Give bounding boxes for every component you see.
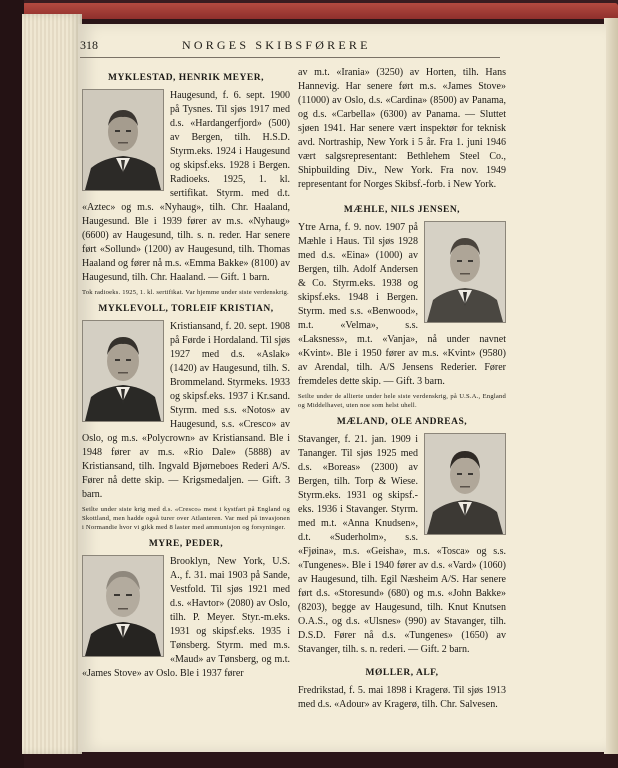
portrait-icon (425, 222, 505, 322)
portrait-photo (424, 221, 506, 323)
entry-bio: Fredrikstad, f. 5. mai 1898 i Kragerø. Til sjøs 1913 med d.s. «Adour» av Kragerø, tilh. Chr. Salvesen. (298, 685, 506, 710)
page-number: 318 (80, 38, 98, 52)
entry-myklevoll (82, 303, 290, 532)
book-cover-red-edge (22, 3, 618, 19)
entry-moller (298, 667, 506, 712)
entry-bio: av m.t. «Irania» (3250) av Horten, tilh. Hans Hannevig. Har senere ført m.s. «James Stove» (11000) av Oslo, d.s. «Cardina» (8500) av Panama, og d.s. «Carbella» (6300) av Panama. — Sluttet sjøen 1941. Har senere vært inspektør for teknisk avd. Nortraship, New York i 5 år. Fra 1. juni 1946 vært salgsrepresentant: Bethlehem Steel Co., Shipbuilding Div., New York. Fra nov. 1949 representant for Norges Skibsf.-forb. i New York. (298, 67, 506, 190)
portrait-icon (83, 90, 163, 190)
portrait-icon (425, 434, 505, 534)
entry-bio: Kristiansand, f. 20. sept. 1908 på Førde i Hordaland. Til sjøs 1927 med d.s. «Aslak» (1420) av Haugesund, tilh. S. Brommeland. Styrmeks. 1933 og skipsf.eks. 1937 i Kr.sand. Styrm. med s.s. «Notos» av Haugesund, s.s. «Cresco» av Oslo, og m.s. «Polycrown» av Kristiansand. Ble i 1948 fører av m.s. «Rio Dale» (5888) av Kristiansand, tilh. Ingvald Bjørneboes Rederi A/S. Fører nå dette skip. — Krigsmedaljen. — Gift. 3 barn. (82, 321, 290, 500)
entry-bio: Brooklyn, New York, U.S. A., f. 31. mai 1903 på Sande, Vestfold. Til sjøs 1921 med d.s. «Havtor» (2080) av Oslo, tilh. P. Meyer. Styr.-m.eks. 1931 og skipsf.eks. 1935 i Tønsberg. Styrm. med m.s. «Maud» av Tønsberg, og m.t. «James Stove» av Oslo. Ble i 1937 fører (82, 556, 290, 679)
running-title: NORGES SKIBSFØRERE (182, 38, 371, 52)
entry-name: MYKLESTAD, HENRIK MEYER, (108, 73, 264, 83)
portrait-photo (82, 320, 164, 422)
entry-name: MÆLAND, OLE ANDREAS, (336, 417, 468, 427)
entry-note: Seilte under de allierte under hele siste verdenskrig, på U.S.A., England og Middelhavet, uten noe som helst uhell. (298, 393, 506, 409)
right-column (298, 66, 506, 712)
portrait-photo (82, 89, 164, 191)
entry-maehle (298, 204, 506, 410)
entry-name: MYKLEVOLL, TORLEIF KRISTIAN, (98, 304, 274, 314)
entry-name: MÆHLE, NILS JENSEN, (343, 205, 461, 215)
entry-name: MYRE, PEDER, (148, 539, 224, 549)
portrait-icon (83, 556, 163, 656)
entry-bio: Ytre Arna, f. 9. nov. 1907 på Mæhle i Haus. Til sjøs 1928 med d.s. «Eina» (1000) av Bergen, tilh. Adolf Andersen & Co. Styrm.eks. 1938 og skipsf.eks. 1948 i Bergen. Styrm. med s.s. «Benwood», m.t. «Velma», s.s. «Laksness», m.t. «Vanja», nå under navnet «Kvint». Ble i 1950 fører av m.s. «Kvint» (9580) av Arendal, tilh. A/S Jensens Rederier. Fører fremdeles dette skip. — Gift. 3 barn. (298, 222, 506, 387)
entry-note: Tok radioeks. 1925, 1. kl. sertifikat. Var hjemme under siste verdenskrig. (82, 289, 289, 296)
page-header (80, 38, 510, 56)
portrait-photo (424, 433, 506, 535)
portrait-icon (83, 321, 163, 421)
entry-bio: Haugesund, f. 6. sept. 1900 på Tysnes. Til sjøs 1917 med d.s. «Hardangerfjord» (500) av Bergen, tilh. H.S.D. Styrm.eks. 1924 i Haugesund og skipsf.eks. 1928 i Bergen. Radioeks. 1925, 1. kl. sertifikat. Styrm. med d.t. «Aztec» og m.s. «Nyhaug», tilh. Chr. Haaland, Haugesund. Ble i 1939 fører av m.s. «Nyhaug» (6600) av Haugesund, tilh. s. n. reder. Har senere ført «Sollund» (1200) av Haugesund, tilh. Thomas Haaland og fører nå m.s. «Emma Bakke» (8100) av Haugesund, tilh. Chr. Haaland. — Gift. 1 barn. (82, 90, 290, 283)
entry-maeland (298, 416, 506, 657)
portrait-photo (82, 555, 164, 657)
left-column (82, 66, 290, 681)
page-edges (22, 14, 82, 754)
entry-name: MØLLER, ALF, (365, 668, 439, 678)
entry-myre-continued (298, 66, 506, 192)
entry-bio: Stavanger, f. 21. jan. 1909 i Tananger. Til sjøs 1925 med d.s. «Boreas» (2300) av Bergen, tilh. Torp & Wiese. Styrm.eks. 1931 og skipsf.-eks. 1936 i Stavanger. Styrm. med m.t. «Anna Knudsen», d.t. «Suderholm», s.s. «Fjøina», m.s. «Geisha», m.s. «Tosca» og s.s. «Tungenes». Ble i 1940 fører av d.s. «Vard» (1060) av Haugesund, tilh. Egil Næsheim A/S. Har senere ført d.s. «Storesund» (680) og m.s. «John Bakke» (8203), begge av Haugesund, tilh. Knut Knutsen O.A.S., og d.s. «Ulsnes» (990) av Stavanger, tilh. D.S.D. Fører nå d.s. «Tungenes» (1650) av Stavanger, tilh. s. n. rederi. — Gift. 2 barn. (298, 434, 506, 655)
page-right-edge (604, 18, 618, 754)
entry-myre (82, 538, 290, 681)
entry-note: Seilte under siste krig med d.s. «Cresco» mest i kystfart på England og Skottland, men hadde også turer over Atlanteren. Var med på invasjonen i Normandie hvor vi gikk med 8 laster med ammunisjon og forsyninger. (82, 506, 290, 531)
book-cover-spine (0, 0, 24, 768)
header-rule (80, 57, 500, 58)
entry-myklestad (82, 72, 290, 297)
